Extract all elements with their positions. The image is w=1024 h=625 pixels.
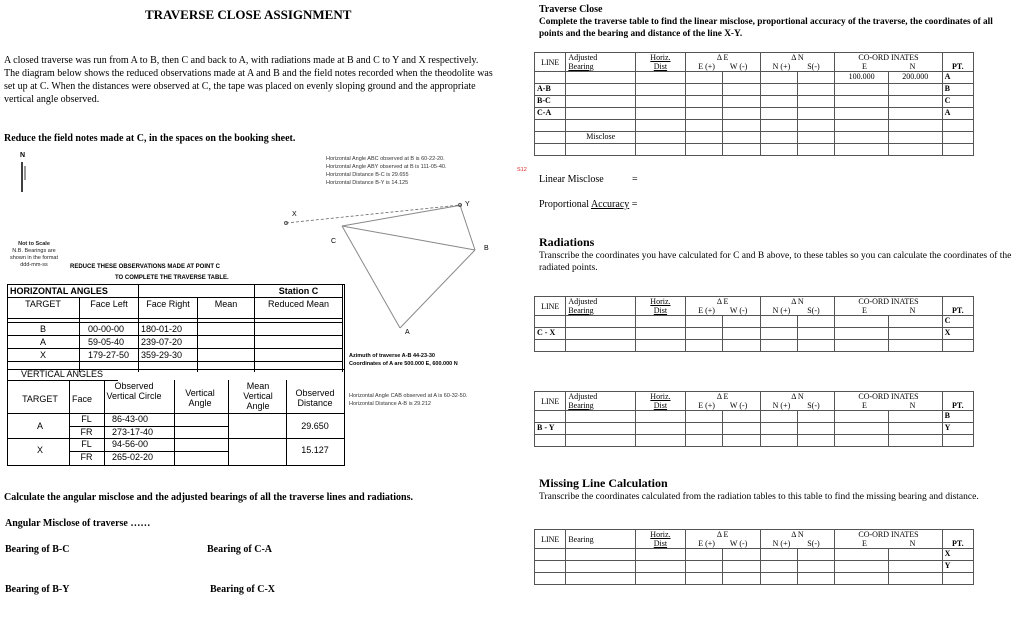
point-y-label: Y [465,201,470,208]
miss-n: N [909,539,916,548]
hz-header-reduced: Reduced Mean [255,298,343,319]
va-face-fl: FL [81,439,92,449]
rad1-hdr-line: LINE [535,297,566,316]
va-title: VERTICAL ANGLES [21,369,104,379]
rad2-ep: E (+) [698,401,715,410]
table-row [7,323,343,336]
rad2-de: Δ E [716,392,729,401]
va-face-fl: FL [81,414,92,424]
rad1-de: Δ E [716,297,729,306]
reduce-c-title: REDUCE THESE OBSERVATIONS MADE AT POINT C [70,264,221,270]
hdr-coordinates [835,53,942,72]
table-row [535,435,974,447]
miss-hdr-horiz [636,530,686,549]
station-label: Station C [255,285,343,298]
hz-face-left: 179-27-50 [80,349,139,362]
pt-label: X [942,328,973,340]
hz-target: A [7,336,80,349]
hdr-dn-text: Δ N [791,53,804,62]
miss-de: Δ E [716,530,729,539]
intro-paragraph-1: A closed traverse was run from A to B, then C and back to A, with radiations made at B and C to Y and X respectively. [4,55,479,66]
pt-label: C [942,316,973,328]
azimuth-ab: Azimuth of traverse A-B 44-23-30 [349,353,435,359]
hz-header-fl: Face Left [80,298,139,319]
rad1-hdr-coord [835,297,942,316]
bearing-by-label: Bearing of B-Y [5,584,70,595]
missing-line-desc: Transcribe the coordinates calculated from the radiation tables to this table to find the missing bearing and distance. [539,492,979,502]
va-header-mean: Mean Vertical Angle [243,381,273,411]
diagram-notes [326,155,446,187]
table-row [7,336,343,349]
table-row [535,96,974,108]
hdr-delta-e [685,53,760,72]
hz-face-left: 59-05-40 [80,336,139,349]
azimuth-note [349,352,458,368]
nb-line-2: shown in the format [10,255,58,261]
va-target-x: X [36,445,43,455]
hdr-pt: PT. [942,53,973,72]
start-easting: 100.000 [835,72,889,84]
bearing-bc-label: Bearing of B-C [5,544,70,555]
scale-note [4,241,64,269]
rad1-e: E [862,306,867,315]
proportional-text: Proportional [539,199,589,210]
miss-hdr-bearing: Bearing [566,530,636,549]
table-row [535,84,974,96]
miss-coord: CO-ORD INATES [858,530,919,539]
table-row [535,340,974,352]
coords-a: Coordinates of A are 500.000 E, 600.000 N [349,361,458,367]
rad1-sm: S(-) [807,306,820,315]
rad2-hdr-coord [835,392,942,411]
hz-face-right: 239-07-20 [139,336,198,349]
hdr-n-plus: N (+) [772,62,791,71]
north-arrow-icon [12,160,36,194]
pt-label: A [942,108,973,120]
accuracy-text: Accuracy [590,199,630,210]
note-bc: Horizontal Distance B-C is 29.655 [326,172,409,178]
line-label: B-C [535,96,566,108]
pt-label: Y [942,423,973,435]
proportional-accuracy-label [539,199,637,210]
booking-sheet [7,284,345,466]
table-row [535,120,974,132]
rad1-hdr-de [685,297,760,316]
hdr-w-minus: W (-) [729,62,748,71]
traverse-table [534,52,974,156]
miss-hdr-de [685,530,760,549]
line-label: C-A [535,108,566,120]
va-circle-fr: 273-17-40 [112,427,154,437]
hdr-horiz [636,53,686,72]
va-header-vertical: Vertical Angle [185,388,215,408]
rad1-dn: Δ N [791,297,804,306]
table-row [7,349,343,362]
rad2-hdr-de [685,392,760,411]
rad2-e: E [862,401,867,410]
hdr-e: E [862,62,867,71]
hdr-de-text: Δ E [716,53,729,62]
miss-hdr-coord [835,530,942,549]
angular-misclose-label: Angular Misclose of traverse …… [5,518,151,529]
table-row [535,132,974,144]
hz-header-fr: Face Right [139,298,198,319]
rad2-bearing: Bearing [568,401,594,410]
miss-hdr-dn [760,530,835,549]
rad2-dn: Δ N [791,392,804,401]
va-distance-a: 29.650 [301,421,329,431]
traverse-close-title: Traverse Close [539,4,603,15]
line-label: B - Y [535,423,566,435]
table-row [535,549,974,561]
pt-label: A [942,72,973,84]
hz-target: X [7,349,80,362]
miss-hdr-line: LINE [535,530,566,549]
hz-mean-cell[interactable] [198,349,255,362]
note-cab: Horizontal Angle CAB observed at A is 60-32-50. [349,393,468,399]
va-header-distance: Observed Distance [295,388,335,408]
miss-ep: E (+) [698,539,715,548]
hz-title: HORIZONTAL ANGLES [7,285,139,298]
accuracy-eq: = [631,199,638,210]
hz-mean-cell[interactable] [198,323,255,336]
rad2-adj: Adjusted [568,392,598,401]
miss-dist: Dist [653,539,668,548]
pt-label: B [942,84,973,96]
radiation-table-by [534,391,974,447]
rad1-hdr-adjusted [566,297,636,316]
point-a-label: A [405,329,410,336]
hdr-adjusted [566,53,636,72]
misclose-row-label: Misclose [566,132,636,144]
hz-face-right: 359-29-30 [139,349,198,362]
point-b-label: B [484,245,489,252]
va-distance-x: 15.127 [301,445,329,455]
miss-sm: S(-) [807,539,820,548]
va-circle-fr: 265-02-20 [112,452,154,462]
rad2-hdr-line: LINE [535,392,566,411]
rad1-horiz: Horiz. [650,297,671,306]
note-aby: Horizontal Angle ABY observed at B is 111-05-40. [326,164,447,170]
north-label: N [20,152,26,159]
hdr-s-minus: S(-) [807,62,820,71]
va-circle-fl: 86-43-00 [112,414,149,424]
miss-e: E [862,539,867,548]
note-by: Horizontal Distance B-Y is 14.125 [326,180,409,186]
hz-face-left: 00-00-00 [80,323,139,336]
rad1-np: N (+) [772,306,791,315]
rad2-sm: S(-) [807,401,820,410]
radiations-title: Radiations [539,235,595,249]
rad2-hdr-pt: PT. [942,392,973,411]
hz-face-right: 180-01-20 [139,323,198,336]
hdr-coord-text: CO-ORD INATES [858,53,919,62]
rad2-wm: W (-) [729,401,748,410]
point-c-label: C [331,238,337,245]
table-row [535,72,974,84]
calc-instruction: Calculate the angular misclose and the adjusted bearings of all the traverse lines and radiations. [4,492,413,503]
pt-label: C [942,96,973,108]
rad2-n: N [909,401,916,410]
va-face-fr: FR [80,452,93,462]
hz-header-target: TARGET [7,298,80,319]
rad2-hdr-dn [760,392,835,411]
va-header-face: Face [71,394,92,404]
linear-misclose-label: Linear Misclose [539,174,604,185]
line-label: A-B [535,84,566,96]
rad1-coord: CO-ORD INATES [858,297,919,306]
hz-reduced-cell[interactable] [255,349,343,362]
table-row [535,328,974,340]
rad1-hdr-pt: PT. [942,297,973,316]
miss-np: N (+) [772,539,791,548]
hdr-dist-text: Dist [653,62,668,71]
rad2-coord: CO-ORD INATES [858,392,919,401]
va-target-a: A [36,421,43,431]
traverse-close-desc: Complete the traverse table to find the linear misclose, proportional accuracy of the traverse, the coordinates of all points and the bearing and distance of the line X-Y. [539,17,993,39]
point-x-label: X [292,211,297,218]
hdr-line: LINE [535,53,566,72]
page-title: TRAVERSE CLOSE ASSIGNMENT [145,7,352,22]
horizontal-angles-table [7,285,343,372]
rad1-hdr-dn [760,297,835,316]
rad2-dist: Dist [653,401,668,410]
pt-label: X [942,549,973,561]
cab-note [349,392,467,408]
miss-dn: Δ N [791,530,804,539]
va-header-circle: Observed Vertical Circle [106,381,162,401]
table-row [535,316,974,328]
start-northing: 200.000 [888,72,942,84]
note-ab: Horizontal Distance A-B is 29.212 [349,401,431,407]
va-circle-fl: 94-56-00 [112,439,149,449]
hz-reduced-cell[interactable] [255,336,343,349]
hz-target: B [7,323,80,336]
rad2-horiz: Horiz. [650,392,671,401]
rad1-adj: Adjusted [568,297,598,306]
hdr-e-plus: E (+) [698,62,715,71]
hdr-horiz-text: Horiz. [650,53,671,62]
line-label: C - X [535,328,566,340]
rad2-hdr-adjusted [566,392,636,411]
table-row [535,561,974,573]
hdr-n: N [909,62,916,71]
table-row [535,411,974,423]
va-face-fr: FR [80,427,93,437]
nb-line-3: ddd-mm-ss [20,262,48,268]
missing-line-table [534,529,974,585]
hz-reduced-cell[interactable] [255,323,343,336]
hz-mean-cell[interactable] [198,336,255,349]
bearing-cx-label: Bearing of C-X [210,584,275,595]
rad1-n: N [909,306,916,315]
hdr-bearing-text: Bearing [568,62,594,71]
bearing-ca-label: Bearing of C-A [207,544,272,555]
not-to-scale: Not to Scale [18,241,50,247]
nb-line-1: N.B. Bearings are [12,248,56,254]
rad1-ep: E (+) [698,306,715,315]
intro-paragraph-2: The diagram below shows the reduced observations made at A and B and the field notes recorded when the theodolite was set up at C. When the distances were observed at C, the tape was placed on evenly sloping ground and the appropriate vertical angle observed. [4,68,493,105]
note-abc: Horizontal Angle ABC observed at B is 60-22-20. [326,156,445,162]
rad1-hdr-horiz [636,297,686,316]
table-row [535,423,974,435]
missing-line-title: Missing Line Calculation [539,476,668,490]
rad1-wm: W (-) [729,306,748,315]
miss-hdr-pt: PT. [942,530,973,549]
rad2-np: N (+) [772,401,791,410]
radiation-table-cx [534,296,974,352]
reduce-c-subtitle: TO COMPLETE THE TRAVERSE TABLE. [115,275,229,281]
red-mark: S12 [517,167,527,173]
radiations-desc: Transcribe the coordinates you have calculated for C and B above, to these tables so you can calculate the coordinates of the radiated points. [539,251,1012,273]
rad1-bearing: Bearing [568,306,594,315]
pt-label: Y [942,561,973,573]
miss-wm: W (-) [729,539,748,548]
rad1-dist: Dist [653,306,668,315]
hz-header-mean: Mean [198,298,255,319]
table-row [535,573,974,585]
reduce-instruction: Reduce the field notes made at C, in the spaces on the booking sheet. [4,133,296,144]
rad2-hdr-horiz [636,392,686,411]
hdr-delta-n [760,53,835,72]
hdr-adjusted-text: Adjusted [568,53,598,62]
table-row [535,108,974,120]
miss-horiz: Horiz. [650,530,671,539]
linear-misclose-eq: = [632,174,638,185]
pt-label: B [942,411,973,423]
intro-text [4,54,496,106]
table-row [535,144,974,156]
va-header-target: TARGET [22,394,58,404]
